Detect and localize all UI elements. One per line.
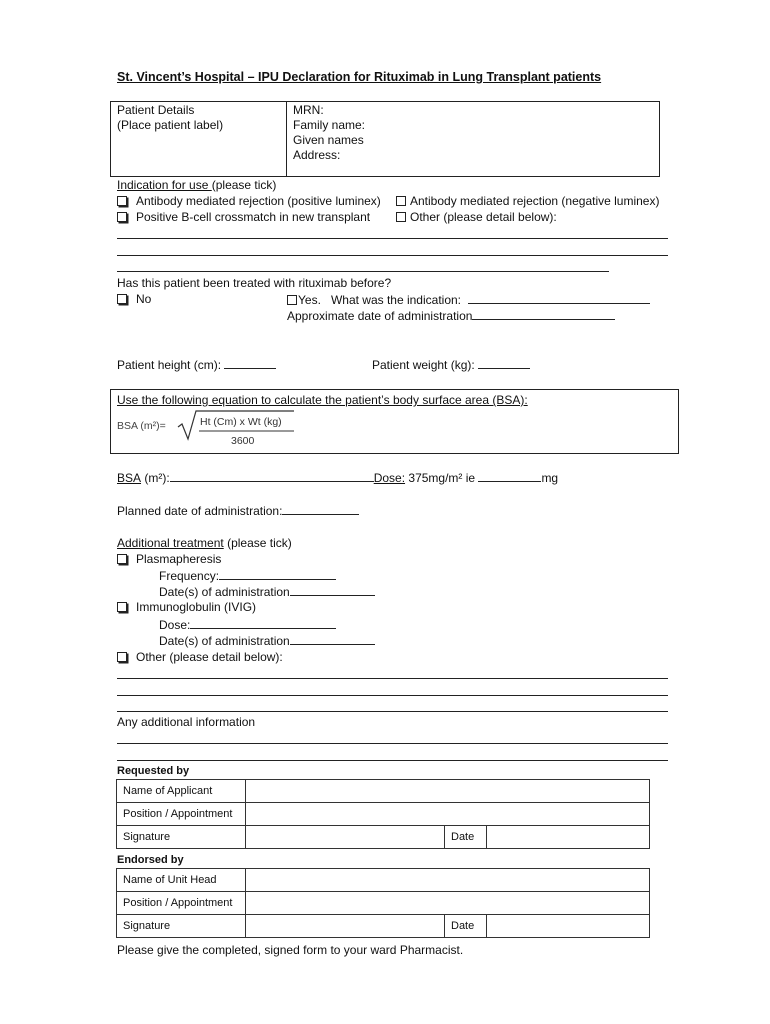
detail-line[interactable] (117, 238, 668, 239)
bsa-instruction: Use the following equation to calculate the patient’s body surface area (BSA): (117, 393, 528, 407)
patient-details-label: Patient Details (117, 103, 195, 117)
footer-note: Please give the completed, signed form to your ward Pharmacist. (117, 943, 464, 957)
requested-by-table (116, 779, 650, 849)
additional-treatment-heading (117, 536, 292, 550)
unit-head-date-input[interactable] (487, 915, 650, 938)
option-plasmapheresis[interactable] (117, 552, 221, 566)
option-other-indication-label: Other (please detail below): (410, 210, 557, 224)
mg-unit: mg (541, 471, 559, 485)
applicant-position-label: Position / Appointment (117, 803, 246, 826)
ivig-dates-row (159, 633, 375, 648)
bsa-numerator: Ht (Cm) x Wt (kg) (200, 416, 282, 428)
ivig-dose-input[interactable] (190, 617, 336, 629)
plasma-dates-label: Date(s) of administration (159, 585, 290, 599)
mrn-field[interactable]: MRN: (293, 103, 324, 117)
detail-line[interactable] (117, 695, 668, 696)
option-no[interactable] (117, 292, 151, 306)
checkbox-icon[interactable] (287, 295, 297, 305)
option-yes[interactable] (287, 292, 650, 307)
checkbox-icon[interactable] (117, 554, 127, 564)
ivig-dose-label: Dose: (159, 618, 191, 632)
checkbox-icon[interactable] (117, 602, 127, 612)
height-label: Patient height (cm): (117, 358, 222, 372)
address-field[interactable]: Address: (293, 148, 341, 162)
option-amr-positive-label: Antibody mediated rejection (positive luminex) (136, 194, 381, 208)
option-other-treatment-label: Other (please detail below): (136, 650, 283, 664)
height-input[interactable] (224, 357, 276, 369)
unit-head-name-input[interactable] (246, 869, 650, 892)
unit-head-name-label: Name of Unit Head (117, 869, 246, 892)
prior-treatment-question: Has this patient been treated with rituximab before? (117, 276, 392, 290)
endorsed-by-heading: Endorsed by (117, 854, 184, 866)
unit-head-date-label: Date (445, 915, 487, 938)
detail-line[interactable] (117, 743, 668, 744)
patient-label-hint: (Place patient label) (117, 118, 224, 132)
option-other-indication[interactable] (396, 210, 557, 224)
bsa-unit: (m²): (144, 471, 170, 485)
indication-heading (117, 178, 276, 192)
frequency-label: Frequency: (159, 569, 220, 583)
bsa-lhs: BSA (m²)= (117, 420, 166, 432)
checkbox-icon[interactable] (396, 196, 406, 206)
checkbox-icon[interactable] (117, 196, 127, 206)
unit-head-signature-input[interactable] (246, 915, 445, 938)
form-title: St. Vincent’s Hospital – IPU Declaration for Rituximab in Lung Transplant patients (117, 70, 602, 84)
indication-prompt: What was the indication: (330, 293, 462, 307)
indication-heading-text: Indication for use (117, 178, 212, 192)
additional-info-label: Any additional information (117, 715, 256, 729)
approx-date-row (287, 308, 615, 323)
dose-mg-input[interactable] (478, 470, 541, 482)
option-bcell-crossmatch[interactable] (117, 210, 370, 224)
dose-value: 375mg/m² ie (408, 471, 476, 485)
plasma-dates-row (159, 584, 375, 599)
bsa-denominator: 3600 (231, 435, 255, 447)
bsa-dose-row (117, 470, 558, 485)
height-row (117, 357, 276, 372)
dose-label: Dose: (373, 471, 406, 485)
option-yes-label: Yes. (298, 293, 321, 307)
applicant-signature-input[interactable] (246, 826, 445, 849)
requested-by-heading: Requested by (117, 765, 190, 777)
planned-date-label: Planned date of administration: (117, 504, 283, 518)
detail-line[interactable] (117, 760, 668, 761)
ivig-dose-row (159, 617, 336, 632)
weight-label: Patient weight (kg): (372, 358, 475, 372)
given-names-field[interactable]: Given names (293, 133, 364, 147)
checkbox-icon[interactable] (117, 652, 127, 662)
option-amr-negative-label: Antibody mediated rejection (negative luminex) (410, 194, 660, 208)
applicant-signature-label: Signature (117, 826, 246, 849)
applicant-date-label: Date (445, 826, 487, 849)
approx-date-label: Approximate date of administration (287, 309, 473, 323)
applicant-name-input[interactable] (246, 780, 650, 803)
detail-line[interactable] (117, 255, 668, 256)
plasma-dates-input[interactable] (290, 584, 375, 596)
option-amr-negative[interactable] (396, 194, 659, 208)
ivig-dates-input[interactable] (290, 633, 375, 645)
weight-row (372, 357, 530, 372)
frequency-row (159, 568, 336, 583)
bsa-label: BSA (117, 471, 142, 485)
bsa-input[interactable] (170, 470, 374, 482)
endorsed-by-table (116, 868, 650, 938)
planned-date-row (117, 503, 359, 518)
detail-line[interactable] (117, 271, 609, 272)
applicant-name-label: Name of Applicant (117, 780, 246, 803)
unit-head-signature-label: Signature (117, 915, 246, 938)
option-bcell-crossmatch-label: Positive B-cell crossmatch in new transplant (136, 210, 371, 224)
prior-indication-input[interactable] (468, 292, 650, 304)
applicant-position-input[interactable] (246, 803, 650, 826)
option-ivig[interactable] (117, 600, 256, 614)
detail-line[interactable] (117, 711, 668, 712)
additional-treatment-heading-text: Additional treatment (117, 536, 224, 550)
ivig-dates-label: Date(s) of administration (159, 634, 290, 648)
option-amr-positive[interactable] (117, 194, 381, 208)
checkbox-icon[interactable] (117, 294, 127, 304)
applicant-date-input[interactable] (487, 826, 650, 849)
frequency-input[interactable] (219, 568, 336, 580)
option-no-label: No (136, 292, 152, 306)
option-other-treatment[interactable] (117, 650, 283, 664)
approx-date-input[interactable] (472, 308, 615, 320)
planned-date-input[interactable] (282, 503, 359, 515)
checkbox-icon[interactable] (396, 212, 406, 222)
option-ivig-label: Immunoglobulin (IVIG) (136, 600, 257, 614)
unit-head-position-input[interactable] (246, 892, 650, 915)
checkbox-icon[interactable] (117, 212, 127, 222)
detail-line[interactable] (117, 678, 668, 679)
additional-treatment-hint: (please tick) (227, 536, 292, 550)
unit-head-position-label: Position / Appointment (117, 892, 246, 915)
family-name-field[interactable]: Family name: (293, 118, 366, 132)
indication-hint: (please tick) (211, 178, 277, 192)
option-plasmapheresis-label: Plasmapheresis (136, 552, 222, 566)
weight-input[interactable] (478, 357, 530, 369)
